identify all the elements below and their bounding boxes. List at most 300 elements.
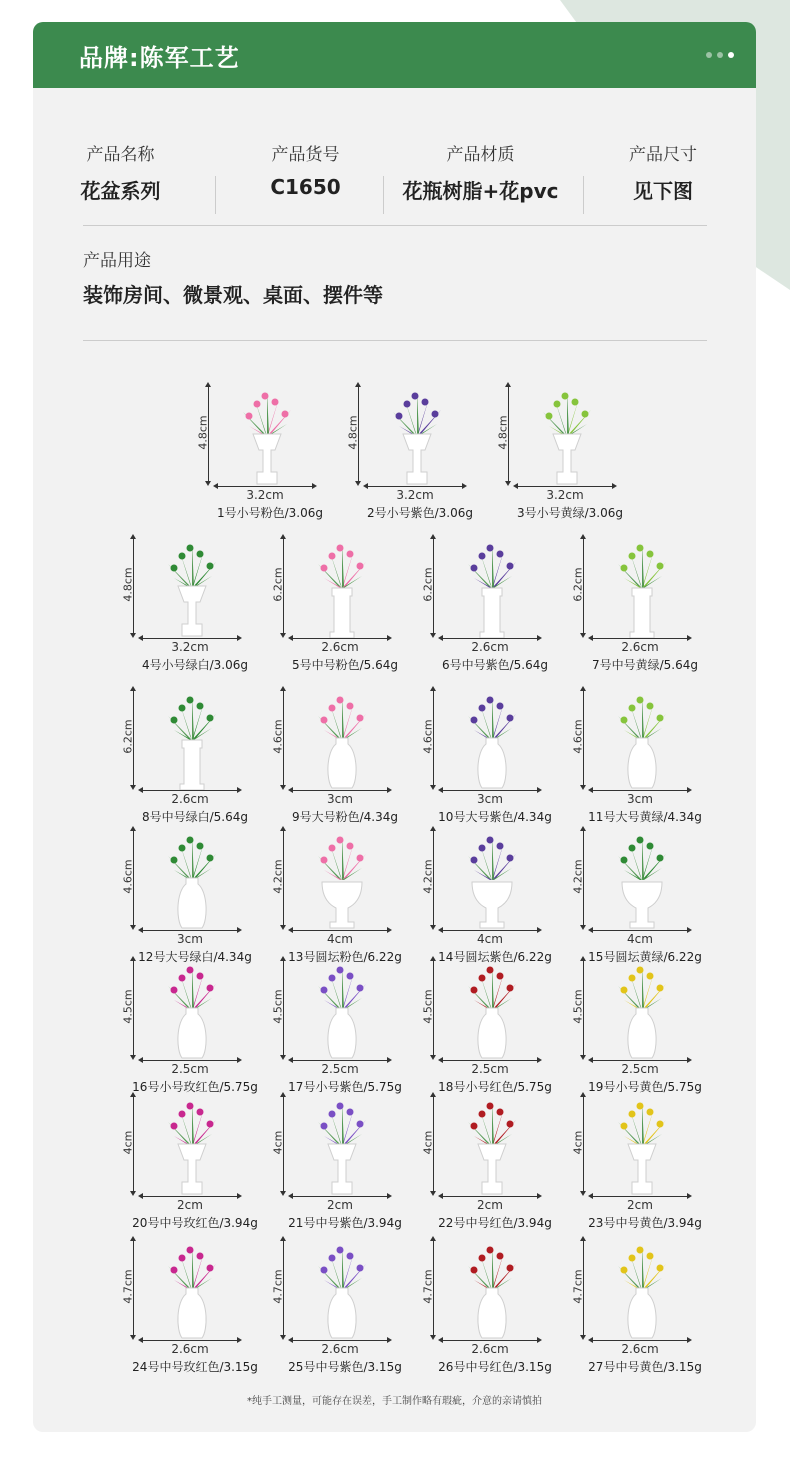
blossom [507, 715, 514, 722]
pot [553, 434, 581, 484]
product-item[interactable] [120, 1234, 270, 1379]
product-caption: 16号小号玫红色/5.75g [132, 1080, 258, 1094]
blossom [337, 1103, 344, 1110]
product-caption: 8号中号绿白/5.64g [141, 810, 248, 824]
blossom [207, 715, 214, 722]
width-dimension-label: 4cm [327, 932, 353, 946]
pot [472, 882, 512, 928]
product-caption: 17号小号紫色/5.75g [288, 1080, 402, 1094]
blossom [471, 1123, 478, 1130]
plant-image [460, 692, 524, 792]
pot [178, 586, 206, 636]
blossom [657, 1121, 664, 1128]
width-dimension-label: 2.6cm [621, 1342, 659, 1356]
width-dimension-line [290, 1196, 390, 1197]
width-dimension-line [590, 1340, 690, 1341]
product-caption: 11号大号黄绿/4.34g [588, 810, 702, 824]
blossom [647, 703, 654, 710]
width-dimension-line [440, 930, 540, 931]
plant-image [460, 540, 524, 640]
blossom [637, 837, 644, 844]
blossom [637, 545, 644, 552]
blossom [347, 1109, 354, 1116]
height-dimension-label: 4.6cm [421, 719, 435, 754]
spec-sku [243, 140, 368, 199]
product-item[interactable] [420, 1234, 570, 1379]
pot [478, 1008, 506, 1058]
width-dimension-label: 2.6cm [321, 1342, 359, 1356]
product-item[interactable] [420, 1090, 570, 1235]
blossom [321, 1123, 328, 1130]
usage-value: 装饰房间、微景观、桌面、摆件等 [83, 283, 383, 307]
carousel-dot-active[interactable] [728, 52, 734, 58]
width-dimension-line [290, 1340, 390, 1341]
blossom [197, 703, 204, 710]
product-caption: 4号小号绿白/3.06g [141, 658, 248, 672]
height-dimension-label: 6.2cm [421, 567, 435, 602]
blossom [657, 563, 664, 570]
usage-section [83, 246, 383, 308]
pot [478, 1288, 506, 1338]
blossom [487, 967, 494, 974]
height-dimension-label: 4.5cm [271, 989, 285, 1024]
blossom [647, 1253, 654, 1260]
height-dimension-label: 4.5cm [571, 989, 585, 1024]
blossom [347, 973, 354, 980]
blossom [621, 987, 628, 994]
blossom [507, 855, 514, 862]
blossom [329, 845, 336, 852]
blossom [337, 545, 344, 552]
width-dimension-line [140, 1196, 240, 1197]
spec-value: C1650 [270, 175, 341, 199]
blossom [337, 967, 344, 974]
width-dimension-line [440, 1340, 540, 1341]
blossom [471, 857, 478, 864]
blossom [396, 413, 403, 420]
blossom [637, 1247, 644, 1254]
plant-image [610, 1098, 674, 1198]
brand-header [33, 22, 756, 88]
blossom [507, 985, 514, 992]
blossom [621, 857, 628, 864]
blossom [621, 565, 628, 572]
pot [403, 434, 431, 484]
plant-image [460, 832, 524, 932]
height-dimension-label: 4.2cm [271, 859, 285, 894]
product-item[interactable] [420, 684, 570, 829]
product-item[interactable] [270, 532, 420, 677]
spec-label: 产品货号 [271, 145, 340, 165]
width-dimension-line [290, 790, 390, 791]
product-item[interactable] [570, 1090, 720, 1235]
width-dimension-line [290, 638, 390, 639]
blossom [329, 975, 336, 982]
product-caption: 2号小号紫色/3.06g [366, 506, 473, 520]
width-dimension-label: 2cm [327, 1198, 353, 1212]
blossom [471, 565, 478, 572]
product-item[interactable] [120, 954, 270, 1099]
product-caption: 14号圆坛紫色/6.22g [438, 950, 552, 964]
plant-image [310, 692, 374, 792]
blossom [254, 401, 261, 408]
width-dimension-label: 3.2cm [246, 488, 284, 502]
pot [628, 1144, 656, 1194]
divider [83, 225, 707, 226]
pot [322, 882, 362, 928]
blossom [321, 717, 328, 724]
pot [178, 1144, 206, 1194]
width-dimension-label: 2.5cm [621, 1062, 659, 1076]
blossom [329, 553, 336, 560]
blossom [412, 393, 419, 400]
blossom [171, 987, 178, 994]
blossom [347, 551, 354, 558]
height-dimension-label: 4cm [421, 1130, 435, 1155]
blossom [357, 1121, 364, 1128]
blossom [179, 845, 186, 852]
pot [628, 738, 656, 788]
width-dimension-label: 3.2cm [546, 488, 584, 502]
width-dimension-label: 2cm [477, 1198, 503, 1212]
height-dimension-label: 4cm [121, 1130, 135, 1155]
blossom [171, 857, 178, 864]
product-item[interactable] [195, 380, 345, 525]
blossom [657, 985, 664, 992]
spec-value: 花瓶树脂+花pvc [402, 179, 559, 203]
product-item[interactable] [420, 954, 570, 1099]
blossom [479, 1255, 486, 1262]
plant-image [610, 692, 674, 792]
blossom [497, 1253, 504, 1260]
blossom [207, 985, 214, 992]
blossom [647, 1109, 654, 1116]
plant-image [385, 388, 449, 488]
product-caption: 18号小号红色/5.75g [438, 1080, 552, 1094]
blossom [497, 843, 504, 850]
product-caption: 22号中号红色/3.94g [438, 1216, 552, 1230]
blossom [507, 1121, 514, 1128]
product-caption: 6号中号紫色/5.64g [441, 658, 548, 672]
blossom [272, 399, 279, 406]
pot [178, 1288, 206, 1338]
blossom [637, 1103, 644, 1110]
plant-image [310, 832, 374, 932]
plant-image [235, 388, 299, 488]
plant-image [310, 962, 374, 1062]
width-dimension-label: 2.5cm [471, 1062, 509, 1076]
blossom [572, 399, 579, 406]
height-dimension-label: 4.7cm [271, 1269, 285, 1304]
blossom [497, 1109, 504, 1116]
blossom [497, 703, 504, 710]
blossom [179, 1111, 186, 1118]
product-caption: 27号中号黄色/3.15g [588, 1360, 702, 1374]
product-caption: 19号小号黄色/5.75g [588, 1080, 702, 1094]
blossom [546, 413, 553, 420]
product-card [33, 22, 756, 1432]
plant-image [160, 540, 224, 640]
width-dimension-label: 2cm [177, 1198, 203, 1212]
product-item[interactable] [420, 532, 570, 677]
width-dimension-line [440, 790, 540, 791]
pot [480, 588, 504, 638]
blossom [171, 717, 178, 724]
spec-value: 花盆系列 [80, 179, 161, 203]
height-dimension-label: 6.2cm [571, 567, 585, 602]
height-dimension-label: 4.2cm [421, 859, 435, 894]
width-dimension-label: 4cm [477, 932, 503, 946]
width-dimension-label: 3.2cm [396, 488, 434, 502]
height-dimension-label: 4cm [271, 1130, 285, 1155]
height-dimension-label: 4.8cm [346, 415, 360, 450]
width-dimension-label: 2.6cm [471, 1342, 509, 1356]
height-dimension-label: 4.6cm [271, 719, 285, 754]
pot [628, 1008, 656, 1058]
plant-image [310, 1098, 374, 1198]
height-dimension-label: 4cm [571, 1130, 585, 1155]
blossom [179, 705, 186, 712]
blossom [321, 1267, 328, 1274]
product-caption: 25号中号紫色/3.15g [288, 1360, 402, 1374]
product-caption: 20号中号玫红色/3.94g [132, 1216, 258, 1230]
plant-image [610, 540, 674, 640]
height-dimension-label: 4.6cm [121, 859, 135, 894]
plant-image [310, 540, 374, 640]
pot [628, 1288, 656, 1338]
blossom [197, 973, 204, 980]
product-caption: 1号小号粉色/3.06g [216, 506, 323, 520]
product-item[interactable] [120, 824, 270, 969]
product-item[interactable] [420, 824, 570, 969]
blossom [621, 717, 628, 724]
blossom [179, 975, 186, 982]
blossom [187, 1247, 194, 1254]
spec-label: 产品名称 [86, 145, 155, 165]
carousel-dot[interactable] [706, 52, 712, 58]
blossom [507, 563, 514, 570]
height-dimension-label: 4.5cm [421, 989, 435, 1024]
product-item[interactable] [495, 380, 645, 525]
width-dimension-line [365, 486, 465, 487]
blossom [479, 845, 486, 852]
product-item[interactable] [570, 684, 720, 829]
product-item[interactable] [570, 954, 720, 1099]
pot [478, 738, 506, 788]
width-dimension-line [290, 1060, 390, 1061]
blossom [637, 967, 644, 974]
blossom [621, 1267, 628, 1274]
product-caption: 12号大号绿白/4.34g [138, 950, 252, 964]
pot [178, 878, 206, 928]
width-dimension-line [440, 1060, 540, 1061]
blossom [282, 411, 289, 418]
pot [630, 588, 654, 638]
product-caption: 15号圆坛黄绿/6.22g [588, 950, 702, 964]
blossom [487, 837, 494, 844]
blossom [187, 545, 194, 552]
width-dimension-line [590, 790, 690, 791]
blossom [329, 1255, 336, 1262]
plant-image [610, 1242, 674, 1342]
blossom [629, 1111, 636, 1118]
blossom [657, 715, 664, 722]
width-dimension-label: 3cm [477, 792, 503, 806]
width-dimension-line [440, 1196, 540, 1197]
width-dimension-label: 2.5cm [171, 1062, 209, 1076]
height-dimension-label: 4.7cm [121, 1269, 135, 1304]
blossom [321, 565, 328, 572]
blossom [207, 1265, 214, 1272]
product-caption: 26号中号红色/3.15g [438, 1360, 552, 1374]
blossom [187, 697, 194, 704]
product-item[interactable] [120, 532, 270, 677]
divider [83, 340, 707, 341]
product-caption: 24号中号玫红色/3.15g [132, 1360, 258, 1374]
product-item[interactable] [270, 1090, 420, 1235]
height-dimension-label: 4.6cm [571, 719, 585, 754]
blossom [197, 551, 204, 558]
blossom [337, 1247, 344, 1254]
width-dimension-line [140, 1340, 240, 1341]
spec-material [393, 140, 568, 204]
blossom [432, 411, 439, 418]
width-dimension-label: 2.6cm [471, 640, 509, 654]
product-item[interactable] [345, 380, 495, 525]
product-item[interactable] [120, 1090, 270, 1235]
product-caption: 9号大号粉色/4.34g [291, 810, 398, 824]
carousel-dots [706, 52, 734, 58]
blossom [554, 401, 561, 408]
blossom [562, 393, 569, 400]
width-dimension-label: 3cm [627, 792, 653, 806]
width-dimension-line [590, 1196, 690, 1197]
blossom [471, 717, 478, 724]
blossom [479, 975, 486, 982]
spec-name [63, 140, 178, 204]
plant-image [160, 832, 224, 932]
blossom [246, 413, 253, 420]
plant-image [535, 388, 599, 488]
product-item[interactable] [570, 824, 720, 969]
width-dimension-line [140, 930, 240, 931]
blossom [197, 843, 204, 850]
product-item[interactable] [270, 824, 420, 969]
pot [330, 588, 354, 638]
product-caption: 21号中号紫色/3.94g [288, 1216, 402, 1230]
blossom [347, 703, 354, 710]
width-dimension-label: 2.6cm [171, 792, 209, 806]
blossom [647, 973, 654, 980]
width-dimension-label: 2.5cm [321, 1062, 359, 1076]
width-dimension-label: 4cm [627, 932, 653, 946]
blossom [357, 563, 364, 570]
product-item[interactable] [270, 954, 420, 1099]
blossom [179, 1255, 186, 1262]
product-item[interactable] [270, 1234, 420, 1379]
pot [253, 434, 281, 484]
blossom [621, 1123, 628, 1130]
blossom [337, 697, 344, 704]
divider [215, 176, 216, 214]
blossom [497, 551, 504, 558]
width-dimension-label: 3cm [177, 932, 203, 946]
blossom [487, 1103, 494, 1110]
blossom [404, 401, 411, 408]
product-item[interactable] [270, 684, 420, 829]
plant-image [160, 692, 224, 792]
pot [178, 1008, 206, 1058]
usage-label: 产品用途 [83, 251, 151, 271]
spec-label: 产品材质 [446, 145, 515, 165]
blossom [321, 857, 328, 864]
height-dimension-label: 4.7cm [421, 1269, 435, 1304]
blossom [179, 553, 186, 560]
plant-image [160, 1098, 224, 1198]
blossom [357, 1265, 364, 1272]
product-item[interactable] [120, 684, 270, 829]
product-item[interactable] [570, 1234, 720, 1379]
width-dimension-line [590, 638, 690, 639]
blossom [357, 715, 364, 722]
blossom [497, 973, 504, 980]
blossom [629, 705, 636, 712]
plant-image [610, 962, 674, 1062]
product-caption: 5号中号粉色/5.64g [291, 658, 398, 672]
width-dimension-label: 2.6cm [621, 640, 659, 654]
blossom [657, 1265, 664, 1272]
brand-title: 品牌:陈军工艺 [79, 43, 240, 72]
blossom [187, 837, 194, 844]
width-dimension-line [440, 638, 540, 639]
carousel-dot[interactable] [717, 52, 723, 58]
pot [622, 882, 662, 928]
blossom [329, 1111, 336, 1118]
spec-size [603, 140, 723, 204]
blossom [629, 1255, 636, 1262]
blossom [171, 565, 178, 572]
blossom [471, 1267, 478, 1274]
width-dimension-line [290, 930, 390, 931]
width-dimension-label: 2.6cm [321, 640, 359, 654]
blossom [357, 985, 364, 992]
blossom [471, 987, 478, 994]
width-dimension-line [515, 486, 615, 487]
width-dimension-label: 3.2cm [171, 640, 209, 654]
blossom [171, 1267, 178, 1274]
blossom [637, 697, 644, 704]
spec-row [33, 140, 756, 203]
blossom [187, 1103, 194, 1110]
plant-image [460, 1098, 524, 1198]
plant-image [160, 962, 224, 1062]
blossom [629, 975, 636, 982]
blossom [479, 705, 486, 712]
width-dimension-line [590, 1060, 690, 1061]
blossom [582, 411, 589, 418]
blossom [329, 705, 336, 712]
blossom [207, 1121, 214, 1128]
product-item[interactable] [570, 532, 720, 677]
plant-image [460, 962, 524, 1062]
blossom [487, 545, 494, 552]
height-dimension-label: 4.7cm [571, 1269, 585, 1304]
product-caption: 3号小号黄绿/3.06g [516, 506, 623, 520]
blossom [422, 399, 429, 406]
product-caption: 13号圆坛粉色/6.22g [288, 950, 402, 964]
blossom [479, 1111, 486, 1118]
divider [383, 176, 384, 214]
